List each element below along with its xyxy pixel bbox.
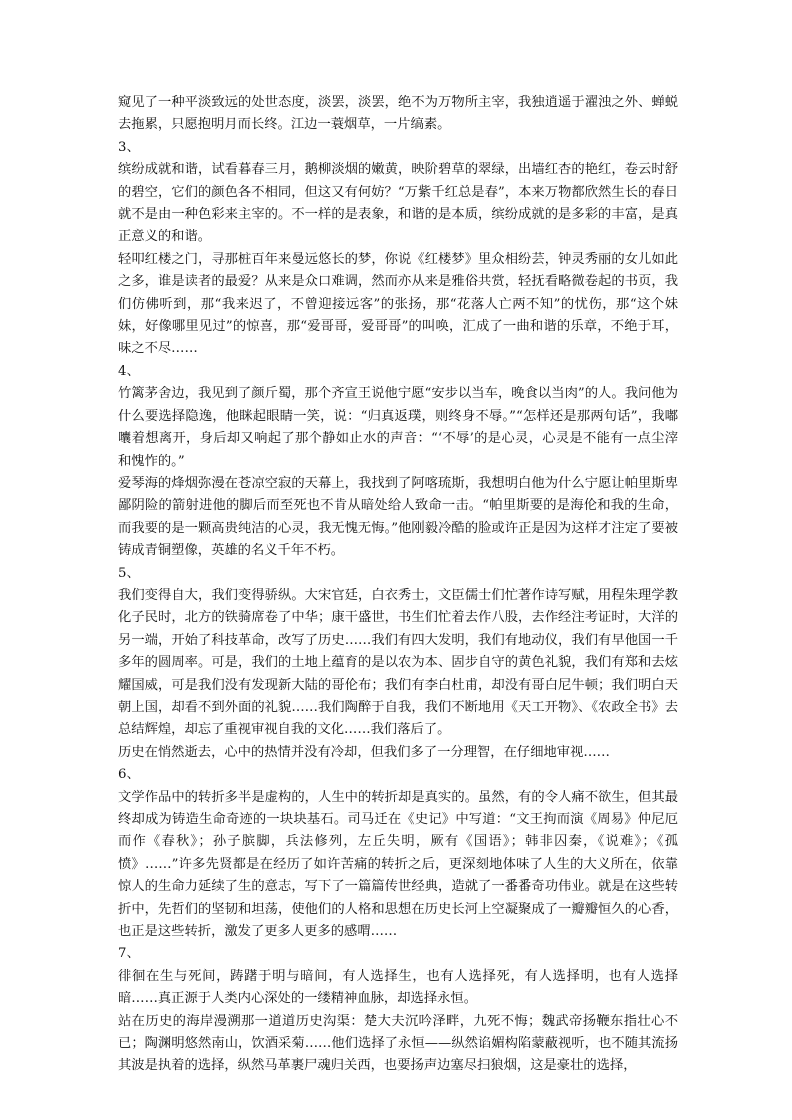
section-number: 3、 [118,139,140,155]
paragraph: 文学作品中的转折多半是虚构的，人生中的转折却是真实的。虽然，有的令人痛不欲生，但其最终却成为铸造生命奇迹的一块块基石。司马迁在《史记》中写道：“文王拘而演《周易》仲尼厄而作《春秋》；孙子膑脚，兵法修列，左丘失明，厥有《国语》；韩非囚秦，《说难》；《孤愤》……”许多先贤都是在经历了如许苦痛的转折之后，更深刻地体味了人生的大义所在，依靠惊人的生命力延续了生的意志，写下了一篇篇传世经典，造就了一番番奇功伟业。就是在这些转折中，先哲们的坚韧和坦荡，使他们的人格和思想在历史长河上空凝聚成了一瓣瓣恒久的心香，也正是这些转折，激发了更多人更多的感喟…… [118,789,678,940]
section-number: 6、 [118,767,140,783]
paragraph: 徘徊在生与死间，踌躇于明与暗间，有人选择生，也有人选择死，有人选择明，也有人选择暗……真正源于人类内心深处的一缕精神血脉，却选择永恒。 [118,968,678,1007]
paragraph: 轻叩红楼之门，寻那桩百年来曼远悠长的梦，你说《红楼梦》里众相纷芸，钟灵秀丽的女儿如此之多，谁是读者的最爱？从来是众口难调，然而亦从来是雅俗共赏，轻抚看略微卷起的书页，我们仿佛听到，那“我来迟了，不曾迎接远客”的张扬，那“花落人亡两不知”的忧伤，那“这个妹妹，好像哪里见过”的惊喜，那“爱哥哥，爱哥哥”的叫唤，汇成了一曲和谐的乐章，不绝于耳，味之不尽…… [118,251,678,357]
paragraph: 爱琴海的烽烟弥漫在苍凉空寂的天幕上，我找到了阿喀琉斯，我想明白他为什么宁愿让帕里斯卑鄙阴险的箭射进他的脚后而至死也不肯从暗处给人致命一击。“帕里斯要的是海伦和我的生命，而我要的是一颗高贵纯洁的心灵，我无愧无悔。”他刚毅冷酷的脸或许正是因为这样才注定了要被铸成青铜塑像，英雄的名义千年不朽。 [118,475,678,559]
document-page [118,92,678,1078]
paragraph: 缤纷成就和谐，试看暮春三月，鹅柳淡烟的嫩黄，映阶碧草的翠绿，出墙红杏的艳红，卷云时舒的碧空，它们的颜色各不相同，但这又有何妨？“万紫千红总是春”，本来万物都欣然生长的春日就不是由一种色彩来主宰的。不一样的是表象，和谐的是本质，缤纷成就的是多彩的丰富，是真正意义的和谐。 [118,162,678,245]
section-number: 7、 [118,946,140,962]
section-number: 4、 [118,363,140,379]
section-number: 5、 [118,565,140,581]
paragraph: 站在历史的海岸漫溯那一道道历史沟渠：楚大夫沉吟泽畔，九死不悔；魏武帝扬鞭东指壮心不已；陶渊明悠然南山，饮酒采菊……他们选择了永恒——纵然谄媚构陷蒙蔽视听，也不随其流扬其波是执着的选择，纵然马革裹尸魂归关西，也要扬声边塞尽扫狼烟，这是豪壮的选择， [118,1013,678,1074]
paragraph: 窥见了一种平淡致远的处世态度，淡罢，淡罢，绝不为万物所主宰，我独逍遥于濯浊之外、蝉蜕去拖累，只愿抱明月而长终。江边一蓑烟草，一片缟素。 [118,95,678,133]
paragraph: 我们变得自大，我们变得骄纵。大宋官廷，白衣秀士，文臣儒士们忙著作诗写赋，用程朱理学教化子民时，北方的铁骑席卷了中华；康干盛世，书生们忙着去作八股，去作经注考证时，大洋的另一端，开始了科技革命，改写了历史……我们有四大发明，我们有地动仪，我们有早他国一千多年的圆周率。可是，我们的土地上蕴育的是以农为本、固步自守的黄色礼貌，我们有郑和去炫耀国威，可是我们没有发现新大陆的哥伦布；我们有李白杜甫，却没有哥白尼牛顿；我们明白天朝上国，却看不到外面的礼貌……我们陶醉于自我，我们不断地用《天工开物》、《农政全书》去总结辉煌，却忘了重视审视自我的文化……我们落后了。 [118,587,678,738]
paragraph: 历史在悄然逝去，心中的热情并没有冷却，但我们多了一分理智，在仔细地审视…… [118,744,610,760]
paragraph: 竹篱茅舍边，我见到了颜斤蜀，那个齐宣王说他宁愿“安步以当车，晚食以当肉”的人。我问他为什么要选择隐逸，他眯起眼睛一笑，说：“归真返璞，则终身不辱。”“怎样还是那两句话”，我嘟囔着想离开，身后却又响起了那个静如止水的声音：“‘不辱’的是心灵，心灵是不能有一点尘滓和愧怍的。” [118,386,678,469]
